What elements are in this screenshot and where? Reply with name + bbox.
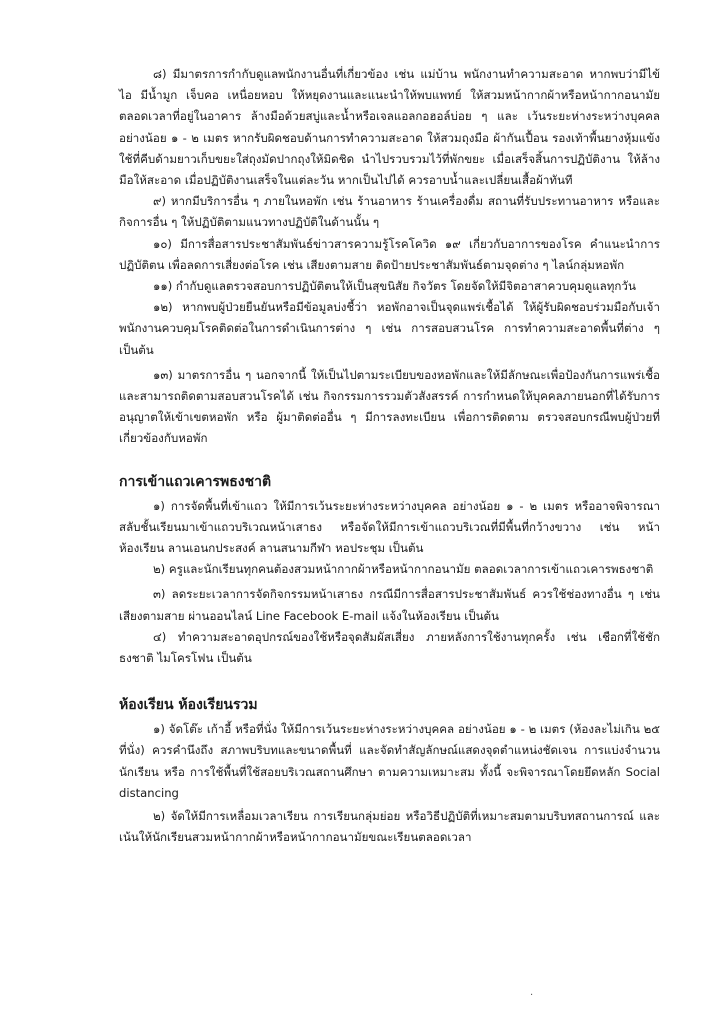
dormitory-measure-11: ๑๑) กำกับดูแลตรวจสอบการปฏิบัติตนให้เป็นสุขนิสัย กิจวัตร โดยจัดให้มีจิตอาสาควบคุมดูแลทุกวัน: [153, 279, 636, 294]
classroom-item-1: ๑) จัดโต๊ะ เก้าอี้ หรือที่นั่ง ให้มีการเว้นระยะห่างระหว่างบุคคล อย่างน้อย ๑ - ๒ เมตร (ห้องละไม่เกิน ๒๕ ที่นั่ง) ควรคำนึงถึง สภาพบริบทและขนาดพื้นที่ และจัดทำสัญลักษณ์แสดงจุดตำแหน่งชัดเจน การแบ่งจำนวนนักเรียน หรือ การใช้พื้นที่ใช้สอยบริเวณสถานศึกษา ตามความเหมาะสม ทั้งนี้ จะพิจารณาโดยยึดหลัก Social distancing: [119, 722, 660, 800]
dormitory-measure-13: ๑๓) มาตรการอื่น ๆ นอกจากนี้ ให้เป็นไปตามระเบียบของหอพักและให้มีลักษณะเพื่อป้องกันการแพร่เชื้อ และสามารถติดตามสอบสวนโรคได้ เช่น กิจกรรมการรวมตัวสังสรรค์ การกำหนดให้บุคคลภายนอกที่ได้รับการอนุญาตให้เข้าเขตหอพัก หรือ ผู้มาติดต่ออื่น ๆ มีการลงทะเบียน เพื่อการติดตาม ตรวจสอบกรณีพบผู้ป่วยที่เกี่ยวข้องกับหอพัก: [119, 367, 660, 446]
flag-ceremony-item-1: ๑) การจัดพื้นที่เข้าแถว ให้มีการเว้นระยะห่างระหว่างบุคคล อย่างน้อย ๑ - ๒ เมตร หรืออาจพิจารณาสลับชั้นเรียนมาเข้าแถวบริเวณหน้าเสาธง หรือจัดให้มีการเข้าแถวบริเวณที่มีพื้นที่กว้างขวาง เช่น หน้าห้องเรียน ลานเอนกประสงค์ ลานสนามกีฬา หอประชุม เป็นต้น: [119, 498, 660, 556]
flag-ceremony-heading: การเข้าแถวเคารพธงชาติ: [119, 473, 272, 490]
flag-ceremony-item-2: ๒) ครูและนักเรียนทุกคนต้องสวมหน้ากากผ้าหรือหน้ากากอนามัย ตลอดเวลาการเข้าแถวเคารพธงชาติ: [153, 562, 654, 577]
flag-ceremony-item-4: ๔) ทำความสะอาดอุปกรณ์ของใช้หรือจุดสัมผัสเสี่ยง ภายหลังการใช้งานทุกครั้ง เช่น เชือกที่ใช้ชักธงชาติ ไมโครโฟน เป็นต้น: [119, 629, 660, 666]
dormitory-measure-9: ๙) หากมีบริการอื่น ๆ ภายในหอพัก เช่น ร้านอาหาร ร้านเครื่องดื่ม สถานที่รับประทานอาหาร หรือและกิจการอื่น ๆ ให้ปฏิบัติตามแนวทางปฏิบัติในด้านนั้น ๆ: [119, 194, 660, 230]
document-body: [119, 64, 660, 849]
dormitory-measure-12: ๑๒) หากพบผู้ป่วยยืนยันหรือมีข้อมูลบ่งชี้ว่า หอพักอาจเป็นจุดแพร่เชื้อได้ ให้ผู้รับผิดชอบร่วมมือกับเจ้าพนักงานควบคุมโรคติดต่อในการดำเนินการต่าง ๆ เช่น การสอบสวนโรค การทำความสะอาดพื้นที่ต่าง ๆ เป็นต้น: [119, 300, 660, 357]
dormitory-measure-8: ๘) มีมาตรการกำกับดูแลพนักงานอื่นที่เกี่ยวข้อง เช่น แม่บ้าน พนักงานทำความสะอาด หากพบว่ามีไข้ ไอ มีน้ำมูก เจ็บคอ เหนื่อยหอบ ให้หยุดงานและแนะนำให้พบแพทย์ ให้สวมหน้ากากผ้าหรือหน้ากากอนามัย ตลอดเวลาที่อยู่ในอาคาร ล้างมือด้วยสบู่และน้ำหรือเจลแอลกอฮอล์บ่อย ๆ และ เว้นระยะห่างระหว่างบุคคล อย่างน้อย ๑ - ๒ เมตร หากรับผิดชอบด้านการทำความสะอาด ให้สวมถุงมือ ผ้ากันเปื้อน รองเท้าพื้นยางหุ้มแข้ง ใช้ที่คีบด้ามยาวเก็บขยะใส่ถุงมัดปากถุงให้มิดชิด นำไปรวบรวมไว้ที่พักขยะ เมื่อเสร็จสิ้นการปฏิบัติงาน ให้ล้างมือให้สะอาด เมื่อปฏิบัติงานเสร็จในแต่ละวัน หากเป็นไปได้ ควรอาบน้ำและเปลี่ยนเสื้อผ้าทันที: [119, 67, 660, 188]
classroom-item-2: ๒) จัดให้มีการเหลื่อมเวลาเรียน การเรียนกลุ่มย่อย หรือวิธีปฏิบัติที่เหมาะสมตามบริบทสถานการณ์ และเน้นให้นักเรียนสวมหน้ากากผ้าหรือหน้ากากอนามัยขณะเรียนตลอดเวลา: [119, 809, 660, 845]
classroom-heading: ห้องเรียน ห้องเรียนรวม: [119, 697, 258, 714]
dormitory-measure-10: ๑๐) มีการสื่อสารประชาสัมพันธ์ข่าวสารความรู้โรคโควิด ๑๙ เกี่ยวกับอาการของโรค คำแนะนำการปฏิบัติตน เพื่อลดการเสี่ยงต่อโรค เช่น เสียงตามสาย ติดป้ายประชาสัมพันธ์ตามจุดต่าง ๆ ไลน์กลุ่มหอพัก: [119, 236, 660, 272]
page-footer-mark: ·: [530, 990, 534, 1001]
flag-ceremony-item-3: ๓) ลดระยะเวลาการจัดกิจกรรมหน้าเสาธง กรณีมีการสื่อสารประชาสัมพันธ์ ควรใช้ช่องทางอื่น ๆ เช่น เสียงตามสาย ผ่านออนไลน์ Line Facebook E-mail แจ้งในห้องเรียน เป็นต้น: [119, 587, 660, 623]
